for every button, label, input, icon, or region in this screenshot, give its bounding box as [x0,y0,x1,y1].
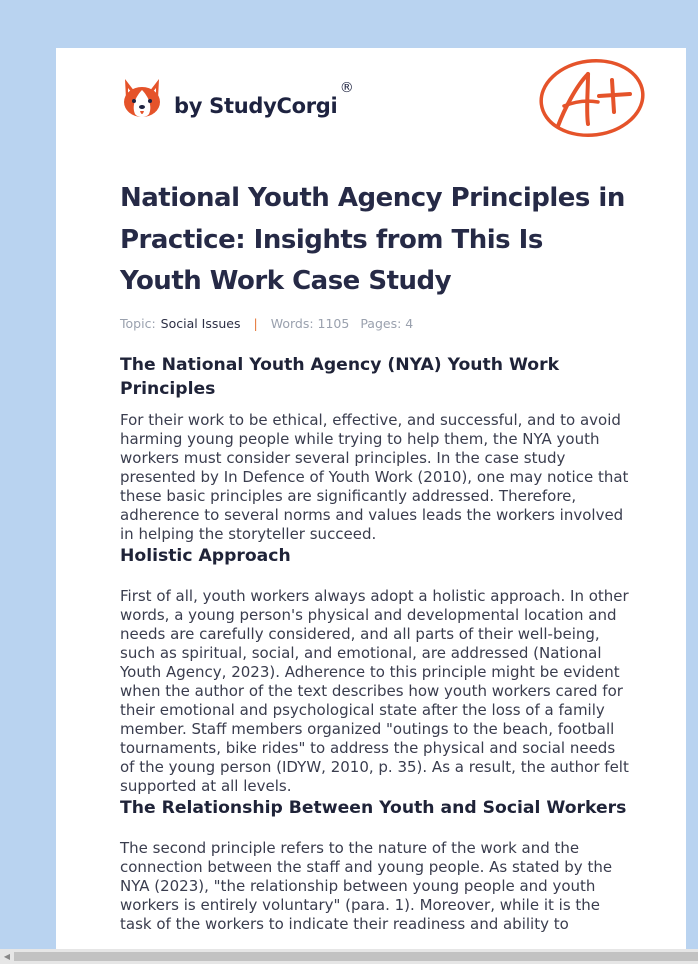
horizontal-scrollbar[interactable] [0,949,698,964]
article-title: National Youth Agency Principles in Practice: Insights from This Is Youth Work Case Study [120,183,625,296]
section-heading: The National Youth Agency (NYA) Youth Work Principles [120,354,560,399]
section-paragraph: First of all, youth workers always adopt a holistic approach. In other words, a young person's physical and developmental location and needs are carefully considered, and all parts of their well-being, such as spiritual, social, and emotional, are addressed (National Youth Agency, 2023). Adherence to this principle might be evident when the author of the text describes how youth workers cared for their emotional and psychological state after the loss of a family member. Staff members organized "outings to the beach, football tournaments, bike rides" to address the physical and social needs of the young person (IDYW, 2010, p. 35). As a result, the author felt supported at all levels. [120,586,629,795]
brand-text: by StudyCorgi [174,94,338,118]
a-plus-stamp-icon [536,58,648,142]
topic-label: Topic: [120,315,156,331]
word-count: Words: 1105 [270,315,350,331]
corgi-icon [122,77,162,121]
meta-separator: | [253,315,258,331]
registered-mark: ® [339,80,354,96]
scroll-thumb[interactable] [14,952,698,961]
topic-link[interactable]: Social Issues [160,315,241,331]
section-heading: The Relationship Between Youth and Social Workers [120,797,627,818]
scroll-left-arrow-icon[interactable]: ◀ [3,952,11,961]
article [120,178,632,934]
page-count: Pages: 4 [360,315,414,331]
section-paragraph: The second principle refers to the nature of the work and the connection between the staff and young people. As stated by the NYA (2023), "the relationship between young people and youth workers is entirely voluntary" (para. 1). Moreover, while it is the task of the workers to indicate their readiness and ability to [120,838,613,933]
article-meta [120,315,632,333]
grade-text: A+ [536,58,538,59]
document-page [56,48,686,952]
brand-name [174,80,354,118]
section-heading: Holistic Approach [120,545,291,566]
section-paragraph: For their work to be ethical, effective, and successful, and to avoid harming young people while trying to help them, the NYA youth workers must consider several principles. In the case study presented by In Defence of Youth Work (2010), one may notice that these basic principles are significantly addressed. Therefore, adherence to several norms and values leads the workers involved in helping the storyteller succeed. [120,410,629,543]
studycorgi-logo[interactable] [122,76,354,122]
